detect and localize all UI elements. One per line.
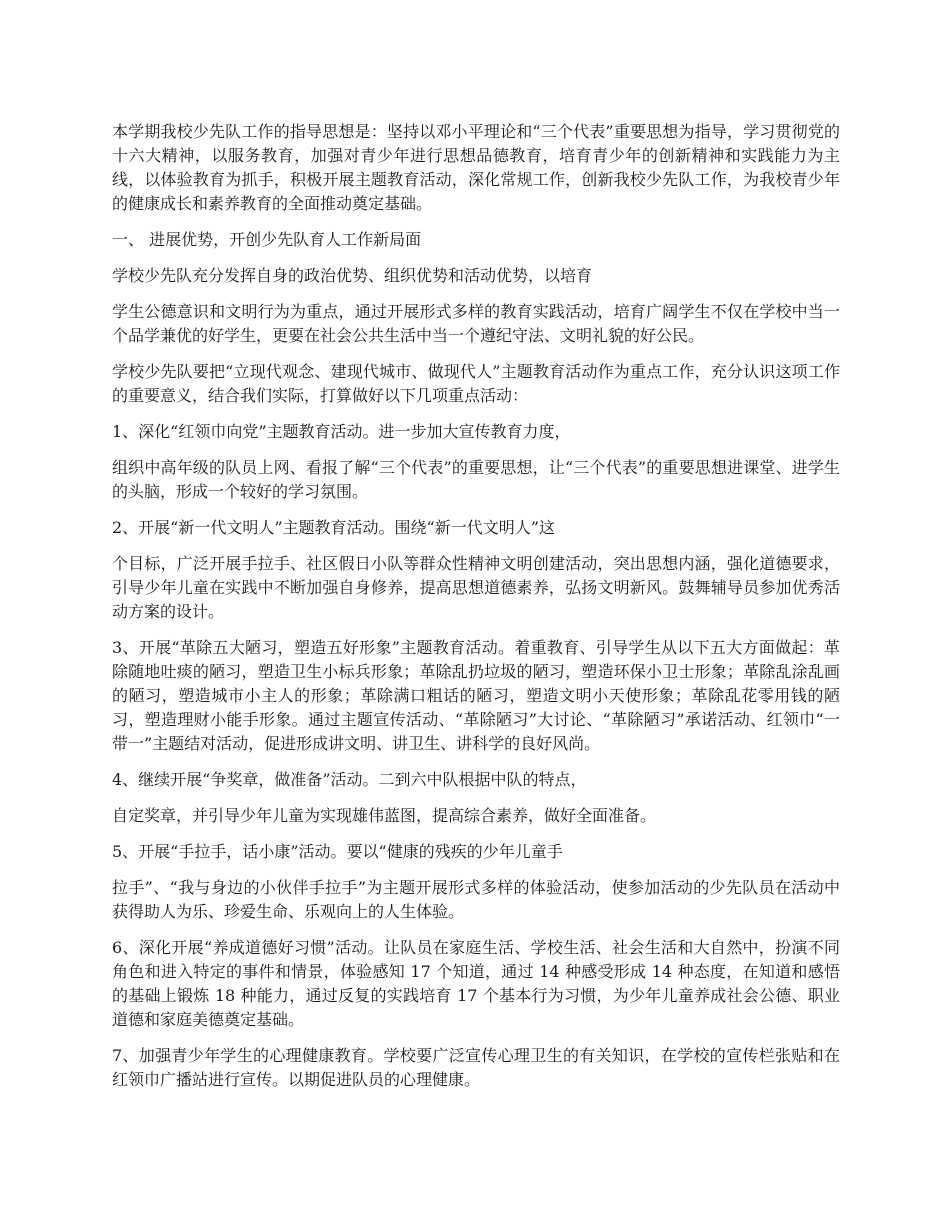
paragraph: 个目标，广泛开展手拉手、社区假日小队等群众性精神文明创建活动，突出思想内涵，强化道德要求，引导少年儿童在实践中不断加强自身修养，提高思想道德素养，弘扬文明新风。鼓舞辅导员参加优秀活动方案的设计。 xyxy=(112,554,840,621)
section-heading-1: 一、 进展优势，开创少先队育人工作新局面 xyxy=(112,230,422,249)
paragraph: 拉手”、“我与身边的小伙伴手拉手”为主题开展形式多样的体验活动，使参加活动的少先队员在活动中获得助人为乐、珍爱生命、乐观向上的人生体验。 xyxy=(112,878,840,921)
activity-item-4: 4、继续开展“争奖章，做准备”活动。二到六中队根据中队的特点， xyxy=(112,770,587,789)
activity-item-6: 6、深化开展“养成道德好习惯”活动。让队员在家庭生活、学校生活、社会生活和大自然中，扮演不同角色和进入特定的事件和情景，体验感知 17 个知道，通过 14 种感受形成 14 种态度，在知道和感悟的基础上锻炼 18 种能力，通过反复的实践培育 17 个基本行为习惯，为少年儿童养成社会公德、职业道德和家庭美德奠定基础。 xyxy=(112,938,840,1029)
document-body xyxy=(112,120,840,1104)
paragraph: 学生公德意识和文明行为为重点，通过开展形式多样的教育实践活动，培育广阔学生不仅在学校中当一个品学兼优的好学生，更要在社会公共生活中当一个遵纪守法、文明礼貌的好公民。 xyxy=(112,302,840,345)
activity-item-1: 1、深化“红领巾向党”主题教育活动。进一步加大宣传教育力度， xyxy=(112,422,571,441)
paragraph-guiding-idea: 本学期我校少先队工作的指导思想是：坚持以邓小平理论和“三个代表”重要思想为指导，学习贯彻党的十六大精神，以服务教育，加强对青少年进行思想品德教育，培育青少年的创新精神和实践能力为主线，以体验教育为抓手，积极开展主题教育活动，深化常规工作，创新我校少先队工作，为我校青少年的健康成长和素养教育的全面推动奠定基础。 xyxy=(112,122,840,213)
activity-item-7: 7、加强青少年学生的心理健康教育。学校要广泛宣传心理卫生的有关知识，在学校的宣传栏张贴和在红领巾广播站进行宣传。以期促进队员的心理健康。 xyxy=(112,1046,840,1089)
activity-item-2: 2、开展“新一代文明人”主题教育活动。围绕“新一代文明人”这 xyxy=(112,518,555,537)
paragraph: 自定奖章，并引导少年儿童为实现雄伟蓝图，提高综合素养，做好全面准备。 xyxy=(112,806,657,825)
paragraph: 组织中高年级的队员上网、看报了解“三个代表”的重要思想，让“三个代表”的重要思想进课堂、进学生的头脑，形成一个较好的学习氛围。 xyxy=(112,458,840,501)
activity-item-3: 3、开展“革除五大陋习，塑造五好形象”主题教育活动。着重教育、引导学生从以下五大方面做起：革除随地吐痰的陋习，塑造卫生小标兵形象；革除乱扔垃圾的陋习，塑造环保小卫士形象；革除乱涂乱画的陋习，塑造城市小主人的形象；革除满口粗话的陋习，塑造文明小天使形象；革除乱花零用钱的陋习，塑造理财小能手形象。通过主题宣传活动、“革除陋习”大讨论、“革除陋习”承诺活动、红领巾“一带一”主题结对活动，促进形成讲文明、讲卫生、讲科学的良好风尚。 xyxy=(112,638,840,753)
paragraph: 学校少先队要把“立现代观念、建现代城市、做现代人”主题教育活动作为重点工作，充分认识这项工作的重要意义，结合我们实际，打算做好以下几项重点活动： xyxy=(112,362,840,405)
activity-item-5: 5、开展“手拉手，话小康”活动。要以“健康的残疾的少年儿童手 xyxy=(112,842,563,861)
paragraph: 学校少先队充分发挥自身的政治优势、组织优势和活动优势，以培育 xyxy=(112,266,593,285)
